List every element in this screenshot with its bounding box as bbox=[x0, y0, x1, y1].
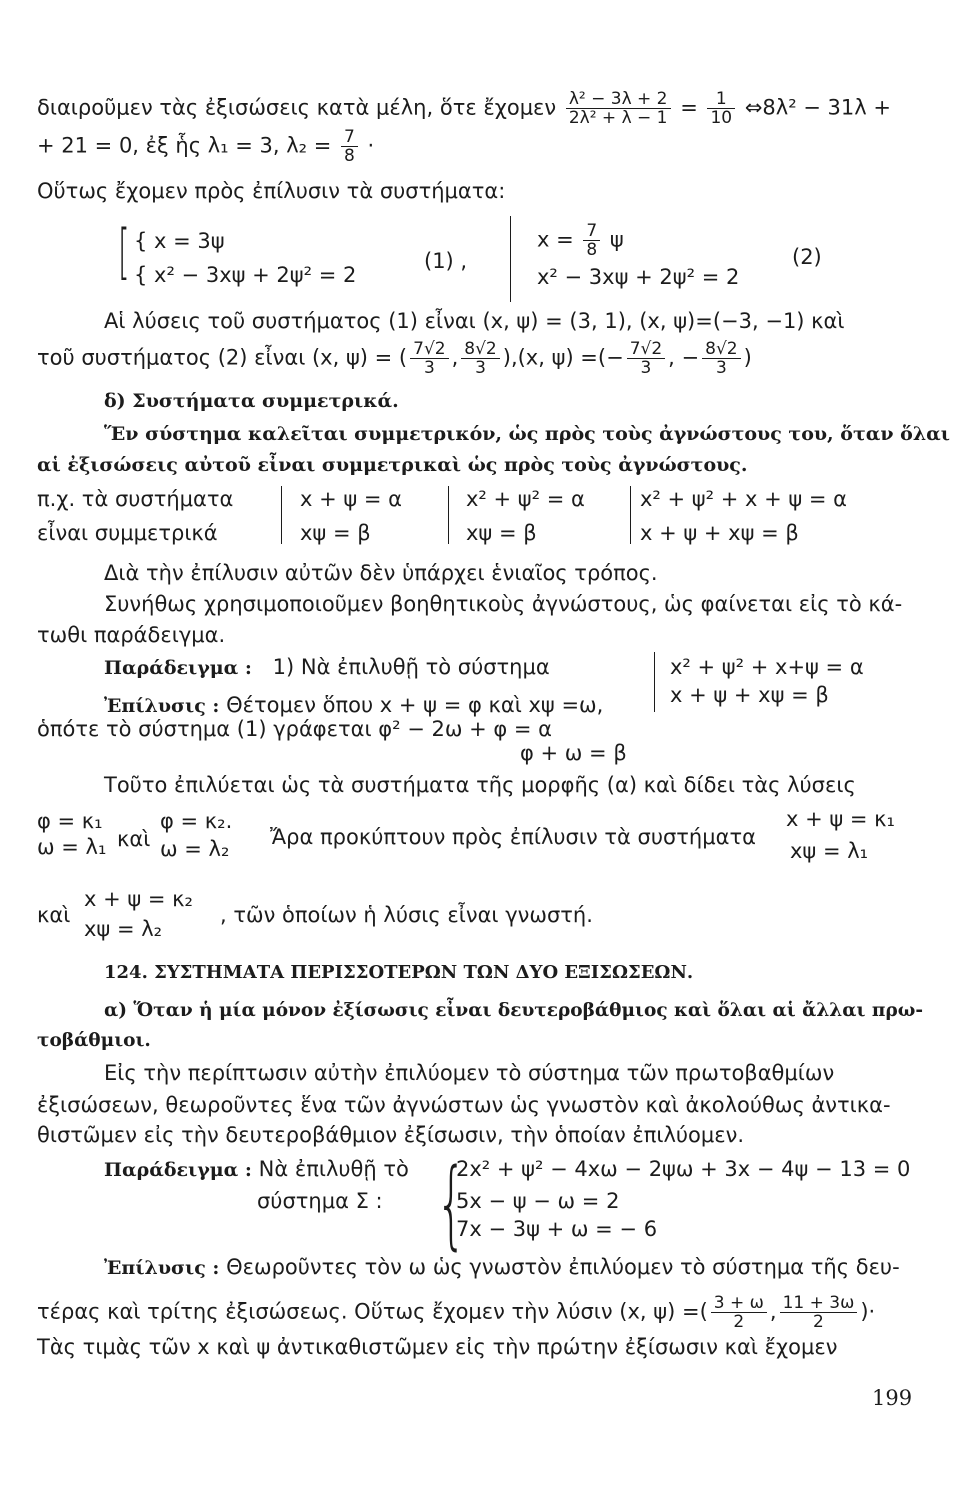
sigma-eq2: 5x − ψ − ω = 2 bbox=[456, 1189, 620, 1213]
example-label-1: π.χ. τὰ συστήματα bbox=[37, 487, 234, 511]
fraction-7r2-a: $\frac{7√2}{3}$ bbox=[410, 340, 448, 377]
section-heading-d: δ) Συστήματα συμμετρικά. bbox=[104, 390, 399, 412]
phi-k2: φ = κ₂. bbox=[160, 809, 233, 833]
line-03: Οὕτως ἔχομεν πρὸς ἐπίλυσιν τὰ συστήματα: bbox=[37, 179, 506, 203]
system-1-eq2: { x² − 3xψ + 2ψ² = 2 bbox=[134, 263, 357, 287]
system-k2-eq1: x + ψ = κ₂ bbox=[84, 887, 193, 911]
line-01: διαιροῦμεν τὰς ἐξισώσεις κατὰ μέλη, ὅτε ἔχομεν $\frac{\text{λ² − 3λ + 2}}{\text{2λ² + λ − 1}}$ = $\frac{1}{10}$ ⇔8λ² − 31λ + bbox=[37, 89, 891, 128]
fraction-one-tenth: $\frac{1}{10}$ bbox=[707, 90, 735, 127]
fraction-psi: $\frac{11 + 3\omega}{2}$ bbox=[780, 1294, 858, 1331]
line-04: Αἱ λύσεις τοῦ συστήματος (1) εἶναι (x, ψ) = (3, 1), (x, ψ)=(−3, −1) καὶ bbox=[104, 309, 845, 333]
line-14: Παράδειγμα : 1) Νὰ ἐπιλυθῇ τὸ σύστημα bbox=[104, 655, 550, 679]
line-27: θιστῶμεν εἰς τὴν δευτεροβάθμιον ἐξίσωσιν, τὴν ὁποίαν ἐπιλύομεν. bbox=[37, 1123, 745, 1147]
sym-system-2-eq2: xψ = β bbox=[466, 521, 537, 545]
system-sigma-brace: { bbox=[436, 1148, 467, 1260]
system-1-label: (1) , bbox=[424, 249, 468, 273]
line-21: , τῶν ὁποίων ἡ λύσις εἶναι γνωστή. bbox=[220, 903, 593, 927]
fraction-8r2-a: $\frac{8√2}{3}$ bbox=[461, 340, 499, 377]
line-02: + 21 = 0, ἐξ ἧς λ₁ = 3, λ₂ = $\frac{7}{8}$ · bbox=[37, 127, 375, 166]
divider bbox=[281, 486, 282, 544]
divider bbox=[448, 486, 449, 544]
line-17: φ + ω = β bbox=[520, 741, 627, 765]
system-k1-eq2: xψ = λ₁ bbox=[790, 839, 869, 863]
sym-system-3-eq2: x + ψ + xψ = β bbox=[640, 521, 799, 545]
line-31: Ἐπίλυσις : Θεωροῦντες τὸν ω ὡς γνωστὸν ἐπιλύομεν τὸ σύστημα τῆς δευ- bbox=[104, 1255, 900, 1279]
phi-k1: φ = κ₁ bbox=[37, 809, 103, 833]
subsection-a-line-1: α) Ὅταν ἡ μία μόνον ἐξίσωσις εἶναι δευτεροβάθμιος καὶ ὅλαι αἱ ἄλλαι πρω- bbox=[104, 1000, 924, 1021]
example-system-eq2: x + ψ + xψ = β bbox=[670, 683, 829, 707]
system-2-label: (2) bbox=[792, 245, 822, 269]
line-18: Τοῦτο ἐπιλύεται ὡς τὰ συστήματα τῆς μορφῆς (α) καὶ δίδει τὰς λύσεις bbox=[104, 773, 856, 797]
line-16: ὁπότε τὸ σύστημα (1) γράφεται φ² − 2ω + φ = α bbox=[37, 717, 553, 741]
definition-line-2: αἱ ἐξισώσεις αὐτοῦ εἶναι συμμετρικαὶ ὡς πρὸς τοὺς ἀγνώστους. bbox=[37, 454, 748, 476]
line-29: σύστημα Σ : bbox=[257, 1189, 383, 1213]
sym-system-2-eq1: x² + ψ² = α bbox=[466, 487, 585, 511]
word-kai: καὶ bbox=[117, 827, 151, 851]
example-system-eq1: x² + ψ² + x+ψ = α bbox=[670, 655, 864, 679]
definition-line-1: Ἕν σύστημα καλεῖται συμμετρικόν, ὡς πρὸς τοὺς ἀγνώστους του, ὅταν ὅλαι bbox=[104, 423, 950, 445]
sym-system-1-eq2: xψ = β bbox=[300, 521, 371, 545]
fraction-s2: $\frac{7}{8}$ bbox=[583, 222, 600, 259]
sigma-eq1: 2x² + ψ² − 4xω − 2ψω + 3x − 4ψ − 13 = 0 bbox=[456, 1157, 911, 1181]
sym-system-3-eq1: x² + ψ² + x + ψ = α bbox=[640, 487, 848, 511]
line-32: τέρας καὶ τρίτης ἐξισώσεως. Οὕτως ἔχομεν τὴν λύσιν (x, ψ) =( $\frac{3 + \omega}{2}$ , $\frac{11 + 3\omega}{2}$ )· bbox=[37, 1293, 876, 1332]
omega-l1: ω = λ₁ bbox=[37, 835, 107, 859]
system-k2-eq2: xψ = λ₂ bbox=[84, 917, 163, 941]
system-1-eq1: { x = 3ψ bbox=[134, 229, 225, 253]
page-number: 199 bbox=[872, 1386, 913, 1410]
line-20: Ἄρα προκύπτουν πρὸς ἐπίλυσιν τὰ συστήματα bbox=[270, 825, 756, 849]
fraction-x: $\frac{3 + \omega}{2}$ bbox=[711, 1294, 767, 1331]
system-k1-eq1: x + ψ = κ₁ bbox=[786, 807, 895, 831]
line-26: ἐξισώσεων, θεωροῦντες ἕνα τῶν ἀγνώστων ὡς γνωστὸν καὶ ἀκολούθως ἀντικα- bbox=[37, 1093, 891, 1117]
system-2-eq2: x² − 3xψ + 2ψ² = 2 bbox=[537, 265, 740, 289]
fraction-seven-eighths: $\frac{7}{8}$ bbox=[341, 128, 358, 165]
line-28: Παράδειγμα : Νὰ ἐπιλυθῇ τὸ bbox=[104, 1157, 409, 1181]
omega-l2: ω = λ₂ bbox=[160, 837, 230, 861]
system-2-eq1: x = $\frac{7}{8}$ ψ bbox=[537, 221, 624, 260]
divider bbox=[654, 652, 655, 712]
system-1-brace: [ bbox=[118, 217, 130, 287]
line-05: τοῦ συστήματος (2) εἶναι (x, ψ) = ( $\frac{7√2}{3}$ , $\frac{8√2}{3}$ ),(x, ψ) =(− $\frac{7√2}{3}$ , − $\frac{8√2}{3}$ ) bbox=[37, 339, 752, 378]
word-kai: καὶ bbox=[37, 903, 71, 927]
line-25: Εἰς τὴν περίπτωσιν αὐτὴν ἐπιλύομεν τὸ σύστημα τῶν πρωτοβαθμίων bbox=[104, 1061, 835, 1085]
subsection-a-line-2: τοβάθμιοι. bbox=[37, 1030, 151, 1051]
example-label-2: εἶναι συμμετρικά bbox=[37, 521, 218, 545]
line-12: Συνήθως χρησιμοποιοῦμεν βοηθητικοὺς ἀγνώστους, ὡς φαίνεται εἰς τὸ κά- bbox=[104, 592, 903, 616]
section-124-heading: 124. ΣΥΣΤΗΜΑΤΑ ΠΕΡΙΣΣΟΤΕΡΩΝ ΤΩΝ ΔΥΟ ΕΞΙΣΩΣΕΩΝ. bbox=[104, 962, 694, 983]
divider bbox=[630, 486, 631, 544]
fraction-7r2-b: $\frac{7√2}{3}$ bbox=[627, 340, 665, 377]
system-2-bar bbox=[510, 216, 511, 302]
sym-system-1-eq1: x + ψ = α bbox=[300, 487, 403, 511]
line-11: Διὰ τὴν ἐπίλυσιν αὐτῶν δὲν ὑπάρχει ἑνιαῖος τρόπος. bbox=[104, 561, 658, 585]
line-33: Τὰς τιμὰς τῶν x καὶ ψ ἀντικαθιστῶμεν εἰς τὴν πρώτην ἐξίσωσιν καὶ ἔχομεν bbox=[37, 1335, 838, 1359]
sigma-eq3: 7x − 3ψ + ω = − 6 bbox=[456, 1217, 658, 1241]
fraction-lambda: $\frac{\text{λ² − 3λ + 2}}{\text{2λ² + λ − 1}}$ bbox=[566, 90, 671, 127]
line-15: Ἐπίλυσις : Θέτομεν ὅπου x + ψ = φ καὶ xψ =ω, bbox=[104, 693, 604, 717]
fraction-8r2-b: $\frac{8√2}{3}$ bbox=[702, 340, 740, 377]
line-13: τωθι παράδειγμα. bbox=[37, 623, 226, 647]
